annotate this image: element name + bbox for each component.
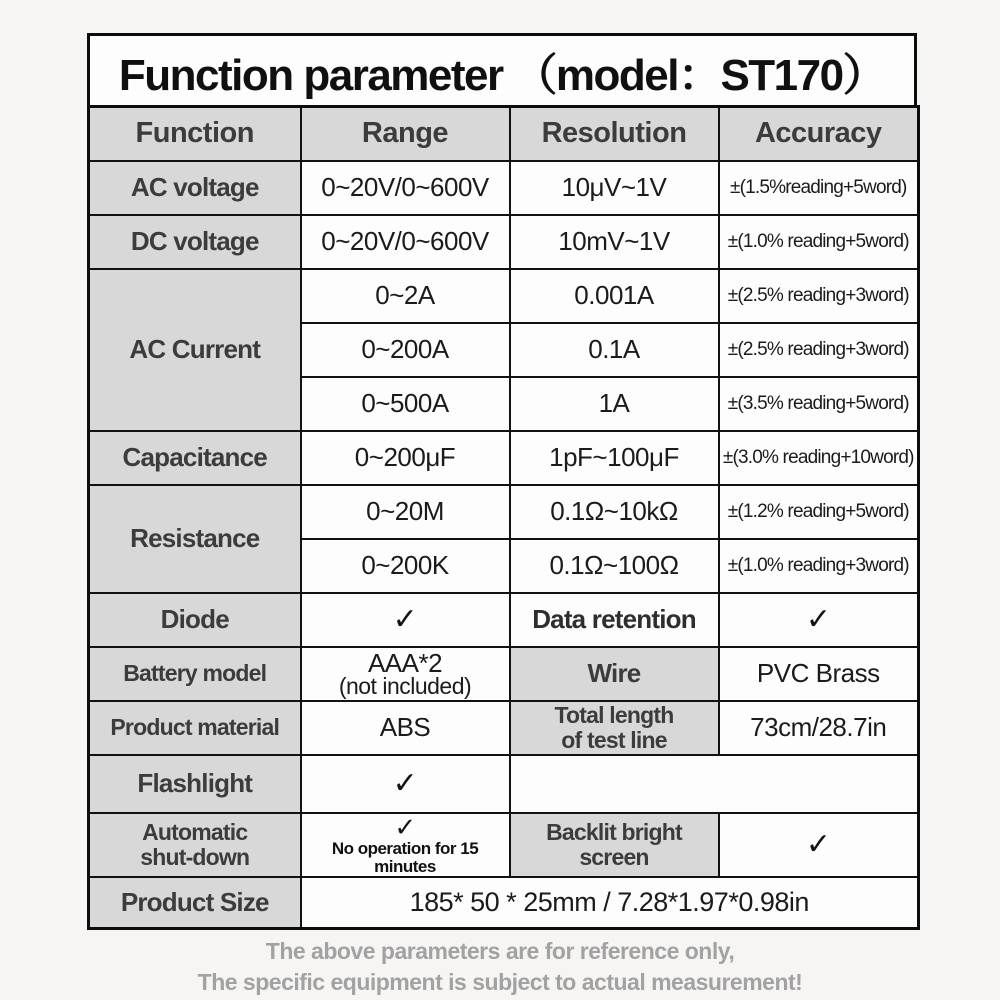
auto-shutdown-label-line2: shut-down	[140, 843, 250, 870]
battery-label: Battery model	[89, 647, 301, 701]
spec-table	[87, 105, 920, 930]
backlit-label-line2: screen	[579, 843, 649, 870]
function-label: Resistance	[89, 485, 301, 593]
material-label: Product material	[89, 701, 301, 755]
row-flashlight	[89, 755, 919, 813]
function-label: AC voltage	[89, 161, 301, 215]
data-retention-checkmark: ✓	[719, 593, 919, 647]
range-value: 0~2A	[301, 269, 510, 323]
accuracy-value: ±(2.5% reading+3word)	[719, 323, 919, 377]
auto-shutdown-label	[89, 813, 301, 877]
accuracy-value: ±(1.2% reading+5word)	[719, 485, 919, 539]
range-value: 0~20M	[301, 485, 510, 539]
row-material-test-line	[89, 701, 919, 755]
test-line-value: 73cm/28.7in	[719, 701, 919, 755]
row-product-size	[89, 877, 919, 929]
wire-label: Wire	[510, 647, 719, 701]
accuracy-value: ±(1.5%reading+5word)	[719, 161, 919, 215]
resolution-value: 0.001A	[510, 269, 719, 323]
accuracy-value: ±(3.0% reading+10word)	[719, 431, 919, 485]
test-line-label	[510, 701, 719, 755]
empty-cell	[510, 755, 919, 813]
test-line-label-line2: of test line	[561, 726, 667, 753]
auto-shutdown-label-line1: Automatic	[142, 818, 248, 845]
function-label: AC Current	[89, 269, 301, 431]
battery-value-line1: AAA*2	[367, 647, 443, 678]
range-value: 0~200A	[301, 323, 510, 377]
backlit-label	[510, 813, 719, 877]
accuracy-value: ±(3.5% reading+5word)	[719, 377, 919, 431]
disclaimer-line1: The above parameters are for reference only,	[265, 938, 735, 964]
auto-shutdown-note: No operation for 15 minutes	[331, 838, 479, 876]
resolution-value: 0.1A	[510, 323, 719, 377]
backlit-checkmark: ✓	[719, 813, 919, 877]
range-value: 0~20V/0~600V	[301, 215, 510, 269]
flashlight-checkmark: ✓	[301, 755, 510, 813]
header-range: Range	[301, 107, 510, 161]
row-resistance-1	[89, 485, 919, 539]
row-ac-voltage	[89, 161, 919, 215]
resolution-value: 1pF~100μF	[510, 431, 719, 485]
header-function: Function	[89, 107, 301, 161]
disclaimer	[0, 936, 1000, 998]
range-value: 0~500A	[301, 377, 510, 431]
header-resolution: Resolution	[510, 107, 719, 161]
page-title: Function parameter （model：ST170）	[87, 33, 917, 108]
accuracy-value: ±(1.0% reading+5word)	[719, 215, 919, 269]
auto-shutdown-checkmark: ✓	[394, 812, 416, 842]
test-line-label-line1: Total length	[554, 701, 674, 728]
row-auto-shutdown-backlit	[89, 813, 919, 877]
resolution-value: 1A	[510, 377, 719, 431]
backlit-label-line1: Backlit bright	[546, 818, 682, 845]
accuracy-value: ±(1.0% reading+3word)	[719, 539, 919, 593]
function-label: DC voltage	[89, 215, 301, 269]
row-diode-data-retention	[89, 593, 919, 647]
row-capacitance	[89, 431, 919, 485]
row-dc-voltage	[89, 215, 919, 269]
diode-label: Diode	[89, 593, 301, 647]
resolution-value: 10mV~1V	[510, 215, 719, 269]
row-battery-wire	[89, 647, 919, 701]
resolution-value: 0.1Ω~10kΩ	[510, 485, 719, 539]
header-accuracy: Accuracy	[719, 107, 919, 161]
header-row	[89, 107, 919, 161]
wire-value: PVC Brass	[719, 647, 919, 701]
range-value: 0~20V/0~600V	[301, 161, 510, 215]
diode-checkmark: ✓	[301, 593, 510, 647]
accuracy-value: ±(2.5% reading+3word)	[719, 269, 919, 323]
resolution-value: 0.1Ω~100Ω	[510, 539, 719, 593]
row-ac-current-1	[89, 269, 919, 323]
range-value: 0~200K	[301, 539, 510, 593]
data-retention-label: Data retention	[510, 593, 719, 647]
resolution-value: 10μV~1V	[510, 161, 719, 215]
auto-shutdown-value	[301, 813, 510, 877]
battery-value	[301, 647, 510, 701]
disclaimer-line2: The specific equipment is subject to actual measurement!	[197, 969, 803, 995]
flashlight-label: Flashlight	[89, 755, 301, 813]
material-value: ABS	[301, 701, 510, 755]
function-label: Capacitance	[89, 431, 301, 485]
battery-value-line2: (not included)	[338, 672, 472, 699]
range-value: 0~200μF	[301, 431, 510, 485]
size-value: 185* 50 * 25mm / 7.28*1.97*0.98in	[301, 877, 919, 929]
size-label: Product Size	[89, 877, 301, 929]
